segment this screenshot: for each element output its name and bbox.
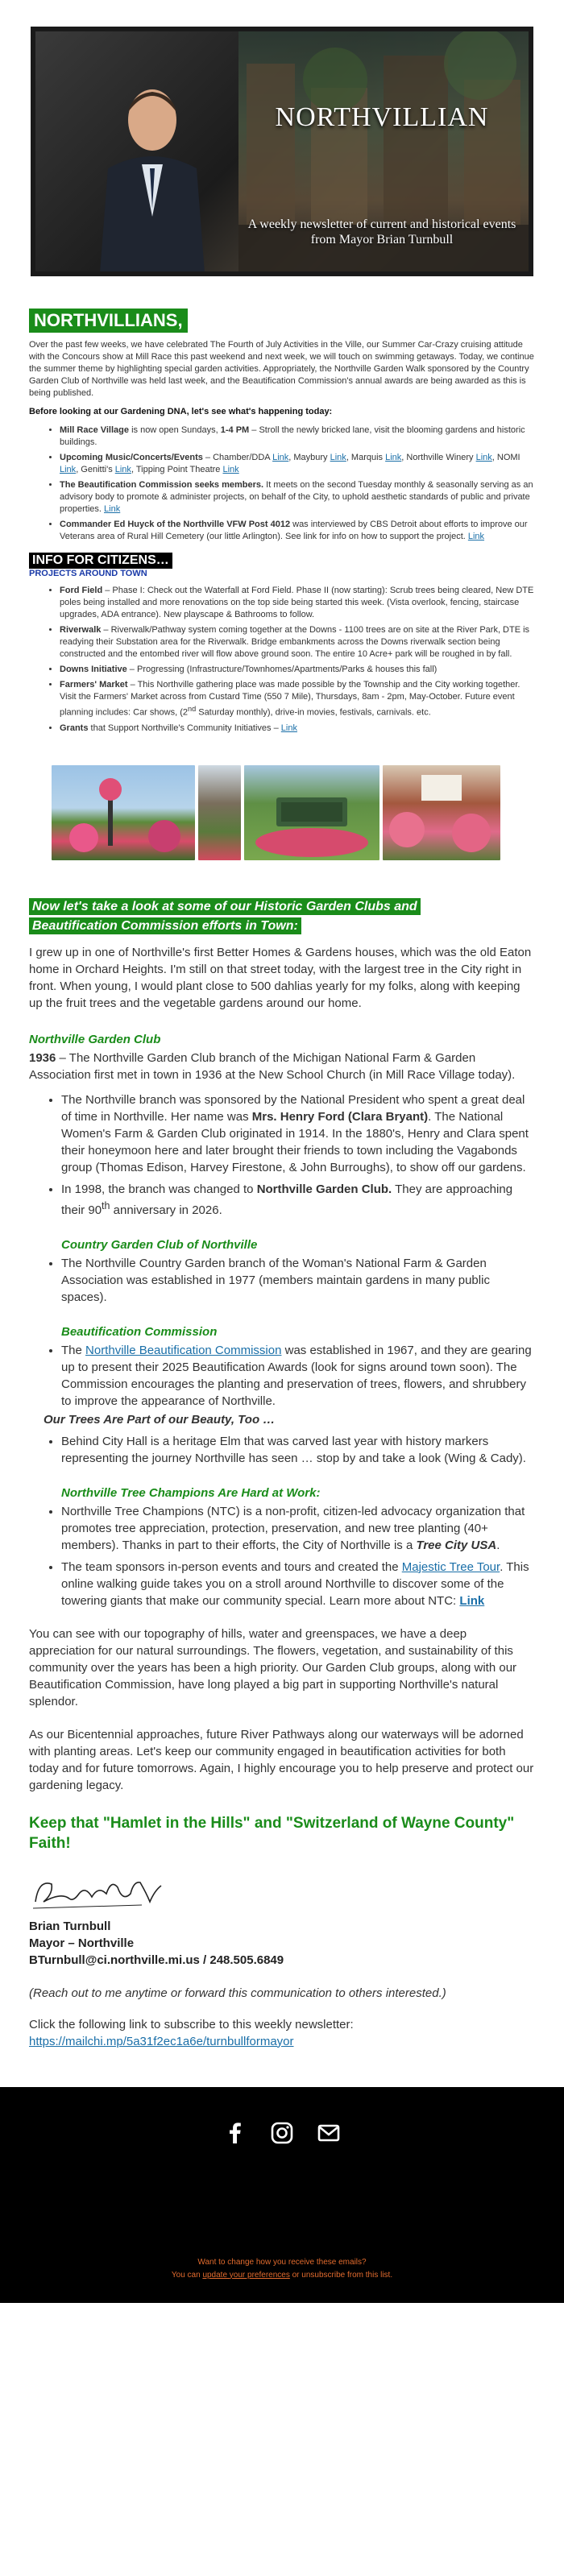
ntc-heading: Northville Tree Champions Are Hard at Work: (61, 1485, 321, 1500)
preferences-line: You can update your preferences or unsubscribe from this list. (171, 2270, 393, 2280)
email-icon[interactable] (317, 2121, 341, 2145)
happening-list (60, 425, 535, 543)
list-item: • The Northville Beautification Commission was established in 1967, and they are gearing up to present their 2025 Beautification Awards (look for signs around town soon). The Commission encourages the planting and preservation of trees, flowers, and shrubbery to improve the appearance of Northville. Our Trees Are Part of our Beauty, Too … (61, 1342, 535, 1428)
signer-title: Mayor – Northville (29, 1936, 135, 1950)
keep-faith: Keep that "Hamlet in the Hills" and "Switzerland of Wayne County" Faith! (29, 1814, 515, 1852)
ngc-heading: Northville Garden Club (29, 1032, 161, 1046)
update-preferences-link[interactable]: update your preferences (202, 2270, 290, 2280)
list-item: • The Northville Country Garden branch of the Woman's National Farm & Garden Association was established in 1977 (members maintain gardens in many public spaces). (61, 1255, 535, 1306)
bc-list (44, 1342, 535, 1467)
list-item: • Grants that Support Northville's Community Initiatives – Link (60, 723, 535, 735)
majestic-tree-tour-link[interactable]: Majestic Tree Tour (401, 1559, 500, 1574)
footer-note (0, 2256, 564, 2282)
mayor-portrait (92, 56, 213, 273)
list-item: • Northville Tree Champions (NTC) is a non-profit, citizen-led advocacy organization that promotes tree appreciation, protection, preservation, and new tree planting (40+ members). Thanks in part to their efforts, the City of Northville is a Tree City USA. (61, 1503, 535, 1554)
garden-photo-2 (198, 765, 241, 860)
signature-block (29, 1918, 535, 1969)
list-item: • Commander Ed Huyck of the Northville VFW Post 4012 was interviewed by CBS Detroit about efforts to improve our Veterans area of Rural Hill Cemetery (our little Arlington). See link for info on how to support the project. Link (60, 519, 535, 543)
ntc-list (61, 1503, 535, 1609)
before-looking: Before looking at our Gardening DNA, let's see what's happening today: (29, 407, 333, 416)
list-item: • The Beautification Commission seeks members. It meets on the second Tuesday monthly & seasonally serving as an advisory body to promote & administer projects, on behalf of the City, to uphold aesthetic standards of public and private properties. Link (60, 479, 535, 516)
signer-contact: BTurnbull@ci.northville.mi.us / 248.505.6849 (29, 1953, 284, 1967)
projects-subheading: PROJECTS AROUND TOWN (29, 569, 147, 578)
list-item: • Downs Initiative – Progressing (Infrastructure/Townhomes/Apartments/Parks & houses this fall) (60, 664, 535, 676)
newsletter-subtitle: A weekly newsletter of current and historical events from Mayor Brian Turnbull (247, 217, 516, 246)
list-item: • Mill Race Village is now open Sundays, 1-4 PM – Stroll the newly bricked lane, visit the blooming gardens and historic buildings. (60, 425, 535, 449)
social-links (0, 2121, 564, 2145)
instagram-icon[interactable] (270, 2121, 294, 2145)
intro-heading: NORTHVILLIANS, (29, 309, 188, 333)
list-item: • The Northville branch was sponsored by the National President who spent a great deal of time in Northville. Her name was Mrs. Henry Ford (Clara Bryant). The National Women's Farm & Garden Club originated in 1914. In the 1880's, Henry and Clara spent their honeymoon here and later brought their friends to town including the Vagabonds group (Thomas Edison, Harvey Firestone, & John Burroughs), to show off our gardens. (61, 1091, 535, 1176)
subscribe-text: Click the following link to subscribe to this weekly newsletter: (29, 2017, 354, 2031)
intro-paragraph: Over the past few weeks, we have celebrated The Fourth of July Activities in the Ville, our Summer Car-Crazy cruising attitude with the Concours show at Mill Race this past weekend and next week, we will touch on swimming getaways. Today, we continue the summer theme by highlighting special garden activities. Appropriately, the Northville Garden Walk sponsored by the Country Garden Club of Northville was held last week, and the Beautification Commission's annual awards are being awarded as this is being published. (29, 340, 534, 398)
cgc-list (61, 1255, 535, 1306)
header (0, 0, 564, 276)
garden-photo-1 (52, 765, 195, 860)
beautification-members-link[interactable]: Link (104, 504, 121, 514)
cgc-heading: Country Garden Club of Northville (61, 1237, 258, 1252)
citizens-heading: INFO FOR CITIZENS… (29, 553, 172, 569)
winery-link[interactable]: Link (475, 453, 492, 462)
footer (0, 2087, 564, 2303)
closing-paragraph-1: You can see with our topography of hills, water and greenspaces, we have a deep appreciation for our natural surroundings. The flowers, vegetation, and sustainability of this community over the years has been a high priority. Our Garden Club groups, along with our Beautification Commission, have long played a big part in supporting Northville's natural splendor. (29, 1626, 517, 1708)
beautification-commission-link[interactable]: Northville Beautification Commission (85, 1343, 282, 1357)
trees-heading: Our Trees Are Part of our Beauty, Too … (44, 1412, 276, 1427)
garden-photo-3 (244, 765, 379, 860)
chamber-link[interactable]: Link (272, 453, 289, 462)
maybury-link[interactable]: Link (330, 453, 346, 462)
newsletter-title: NORTHVILLIAN (275, 102, 489, 132)
citizens-list (60, 585, 535, 735)
garden-banner (29, 897, 535, 936)
garden-banner-line2: Beautification Commission efforts in Town: (29, 917, 301, 934)
ngc-paragraph: 1936 – The Northville Garden Club branch of the Michigan National Farm & Garden Association first met in town in 1936 at the New School Church (in Mill Race Village today). (29, 1050, 516, 1082)
subscribe-link[interactable]: https://mailchi.mp/5a31f2ec1a6e/turnbullformayor (29, 2034, 294, 2048)
ntc-link[interactable]: Link (459, 1593, 485, 1608)
signature-image (29, 1870, 166, 1918)
forward-note: (Reach out to me anytime or forward this communication to others interested.) (29, 1986, 446, 2000)
list-item: • In 1998, the branch was changed to Northville Garden Club. They are approaching their 90th anniversary in 2026. (61, 1181, 535, 1219)
change-question: Want to change how you receive these emails? (197, 2257, 367, 2267)
header-banner (31, 27, 533, 276)
marquis-link[interactable]: Link (385, 453, 402, 462)
facebook-icon[interactable] (223, 2121, 247, 2145)
list-item: • Ford Field – Phase I: Check out the Waterfall at Ford Field. Phase II (now starting): Scrub trees being cleared, New DTE poles being installed and more renovations on the top side being started this week. (Vista overlook, fencing, staircase upgrades, ADA entrance). New playscape & Bathrooms to follow. (60, 585, 535, 621)
list-item: • Farmers' Market – This Northville gathering place was made possible by the Township and the City working together. Visit the Farmers' Market across from Custard Time (550 7 Mile), Thursdays, 8am - 2pm, May-October. Future event planning includes: Car shows, (2nd Saturday monthly), drive-in movies, festivals, carnivals. etc. (60, 679, 535, 719)
vfw-link[interactable]: Link (467, 532, 485, 541)
nomi-link[interactable]: Link (60, 465, 77, 474)
list-item: • Riverwalk – Riverwalk/Pathway system coming together at the Downs - 1100 trees are on site at the River Park, DTE is readying their Substation area for the Riverwalk. Bridge embankments across the Downs riverwalk section being constructed and the entombed river will flow above ground soon. The entire 10 Acre+ park will be roughed in by fall. (60, 624, 535, 661)
genittis-link[interactable]: Link (114, 465, 131, 474)
garden-photos (52, 765, 535, 860)
list-item: • Upcoming Music/Concerts/Events – Chamber/DDA Link, Maybury Link, Marquis Link, Northville Winery Link, NOMI Link, Genitti's Link, Tipping Point Theatre Link (60, 452, 535, 476)
list-item: • Behind City Hall is a heritage Elm that was carved last year with history markers representing the journey Northville has seen … stop by and take a look (Wing & Cady). (61, 1433, 535, 1467)
garden-banner-line1: Now let's take a look at some of our Historic Garden Clubs and (29, 898, 421, 915)
garden-photo-4 (383, 765, 500, 860)
bc-heading: Beautification Commission (61, 1324, 218, 1339)
signer-name: Brian Turnbull (29, 1919, 111, 1933)
ngc-list (61, 1091, 535, 1219)
grants-link[interactable]: Link (280, 723, 297, 733)
list-item: • The team sponsors in-person events and tours and created the Majestic Tree Tour. This online walking guide takes you on a stroll around Northville to discover some of the towering giants that make our community special. Learn more about NTC: Link (61, 1559, 535, 1609)
tipping-point-link[interactable]: Link (222, 465, 239, 474)
closing-paragraph-2: As our Bicentennial approaches, future River Pathways along our waterways will be adorned with planting areas. Let's keep our community engaged in beautification activities for both today and for future tomorrows. Again, I highly encourage you to help preserve and protect our gardening legacy. (29, 1727, 534, 1792)
unsubscribe-link[interactable]: unsubscribe from this list (301, 2270, 391, 2280)
garden-intro: I grew up in one of Northville's first Better Homes & Gardens houses, which was the old Eaton home in Orchard Heights. I'm still on that street today, with the largest tree in the City right in front. When young, I would plant close to 500 dahlias yearly for my folks, along with keeping up the fruit trees and the vegetable gardens around our home. (29, 945, 532, 1010)
